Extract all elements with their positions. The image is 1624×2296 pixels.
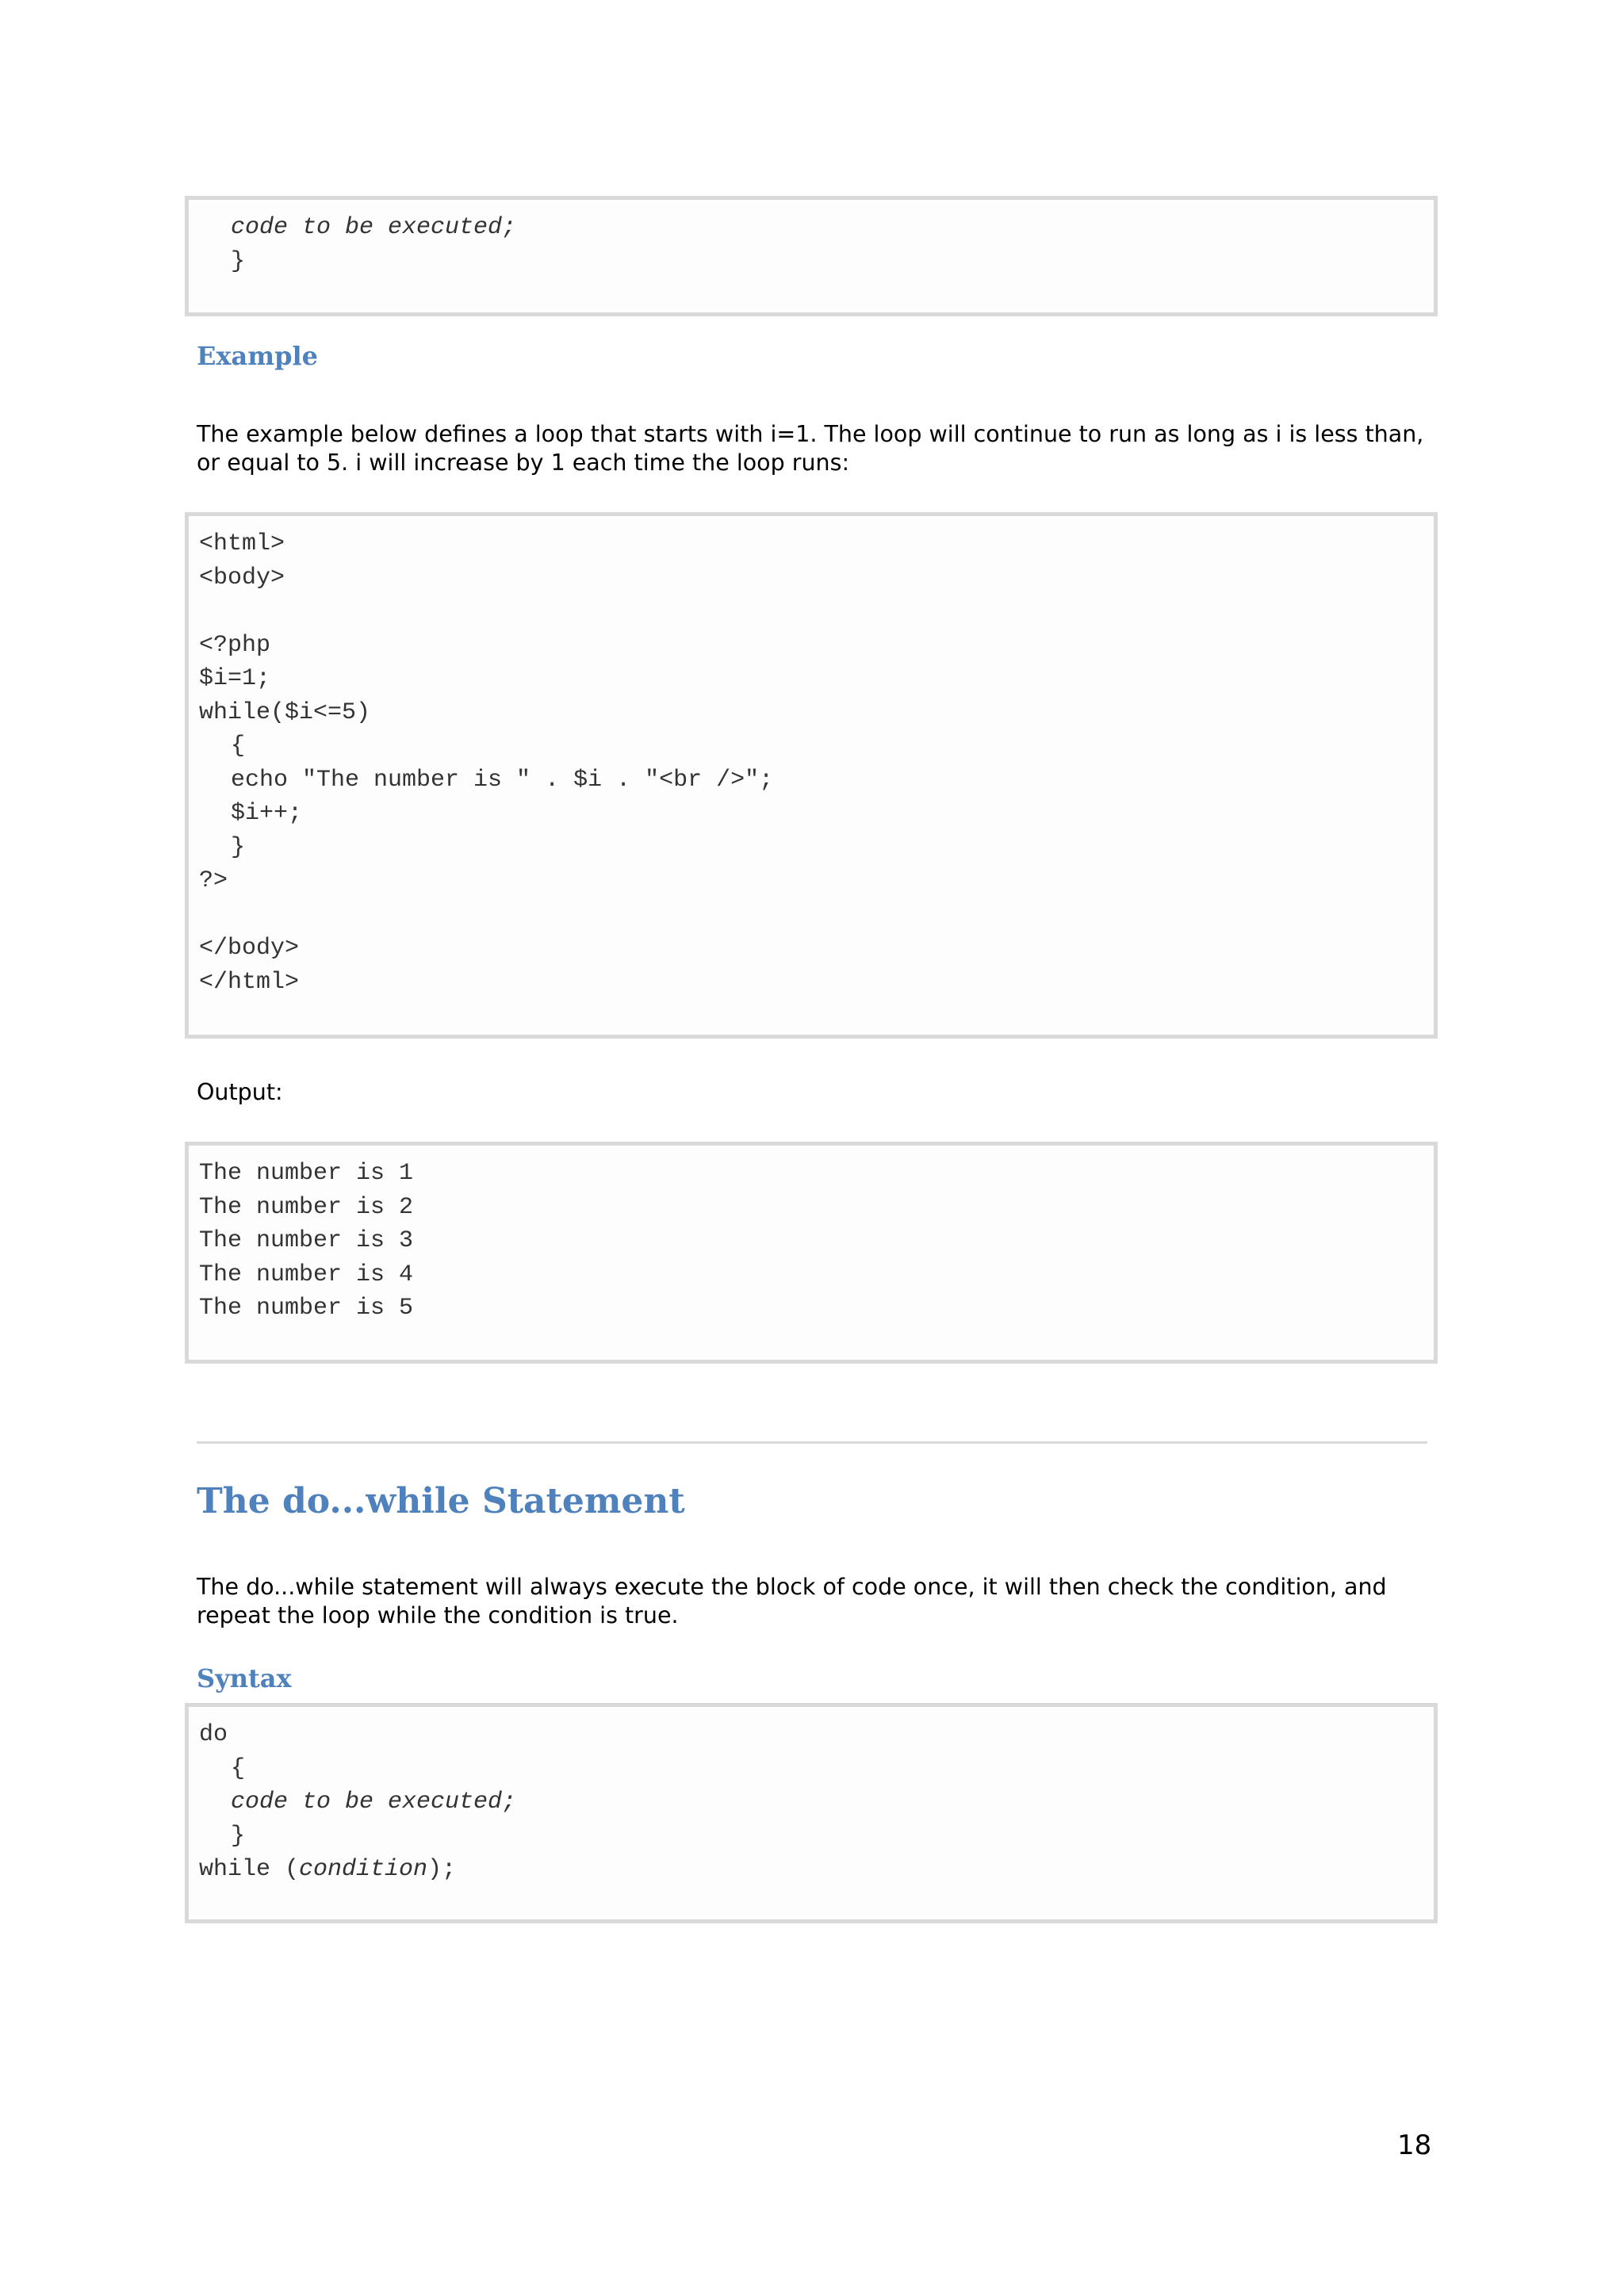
section-heading: The do...while Statement — [197, 1481, 685, 1521]
code-line — [199, 831, 1434, 865]
output-line: The number is 4 — [199, 1261, 414, 1288]
code-line — [199, 729, 1434, 763]
code-line — [199, 1718, 1434, 1752]
code-text: } — [231, 1822, 246, 1850]
code-text: $i++; — [231, 800, 303, 827]
syntax-code-box-top — [185, 196, 1438, 316]
syntax-heading: Syntax — [197, 1663, 292, 1693]
code-text: while($i<=5) — [199, 698, 371, 726]
code-text: <body> — [199, 564, 285, 591]
code-line — [199, 629, 1434, 663]
code-text: </body> — [199, 935, 300, 962]
code-text: { — [231, 1755, 246, 1782]
code-text: <?php — [199, 631, 271, 659]
code-line — [199, 1785, 1434, 1820]
output-line: The number is 5 — [199, 1295, 414, 1322]
code-line — [199, 595, 1434, 629]
code-line — [199, 662, 1434, 696]
code-line — [199, 932, 1434, 966]
page-number: 18 — [1397, 2130, 1432, 2161]
code-line — [199, 696, 1434, 730]
code-text: { — [231, 733, 246, 760]
code-text: } — [231, 833, 246, 861]
syntax-code-box — [185, 1703, 1438, 1923]
code-line — [199, 864, 1434, 898]
code-line — [199, 1820, 1434, 1854]
code-text: <html> — [199, 530, 285, 557]
code-text: ); — [427, 1856, 457, 1883]
output-line: The number is 1 — [199, 1160, 414, 1187]
code-line — [199, 1853, 1434, 1887]
output-code-box — [185, 1142, 1438, 1364]
example-code-box — [185, 512, 1438, 1039]
code-text: do — [199, 1721, 228, 1748]
code-line — [199, 1752, 1434, 1786]
output-code-lines — [199, 1157, 1434, 1326]
code-text: } — [231, 247, 246, 275]
output-label: Output: — [197, 1079, 283, 1105]
code-line — [199, 898, 1434, 932]
output-line: The number is 3 — [199, 1227, 414, 1254]
code-line — [199, 527, 1434, 561]
code-line — [199, 763, 1434, 798]
code-line — [199, 797, 1434, 831]
code-line — [199, 245, 1434, 279]
example-description: The example below defines a loop that starts with i=1. The loop will continue to run as long as i is less than, or equal to 5. i will increase by 1 each time the loop runs: — [197, 421, 1424, 476]
example-heading: Example — [197, 341, 318, 371]
code-line — [199, 561, 1434, 595]
code-text: code to be executed; — [231, 214, 517, 241]
code-condition: condition — [299, 1856, 428, 1883]
code-text: code to be executed; — [231, 1789, 517, 1816]
section-divider — [197, 1441, 1427, 1444]
code-keyword: while ( — [199, 1856, 300, 1883]
code-text: ?> — [199, 867, 228, 894]
code-text: $i=1; — [199, 665, 271, 692]
example-code-lines — [199, 527, 1434, 999]
section-description: The do...while statement will always execute the block of code once, it will then check the condition, and repeat the loop while the condition is true. — [197, 1574, 1387, 1628]
code-line — [199, 966, 1434, 1000]
output-line: The number is 2 — [199, 1193, 414, 1221]
code-text: echo "The number is " . $i . "<br />"; — [231, 766, 774, 794]
code-text: </html> — [199, 968, 300, 996]
code-line — [199, 211, 1434, 245]
